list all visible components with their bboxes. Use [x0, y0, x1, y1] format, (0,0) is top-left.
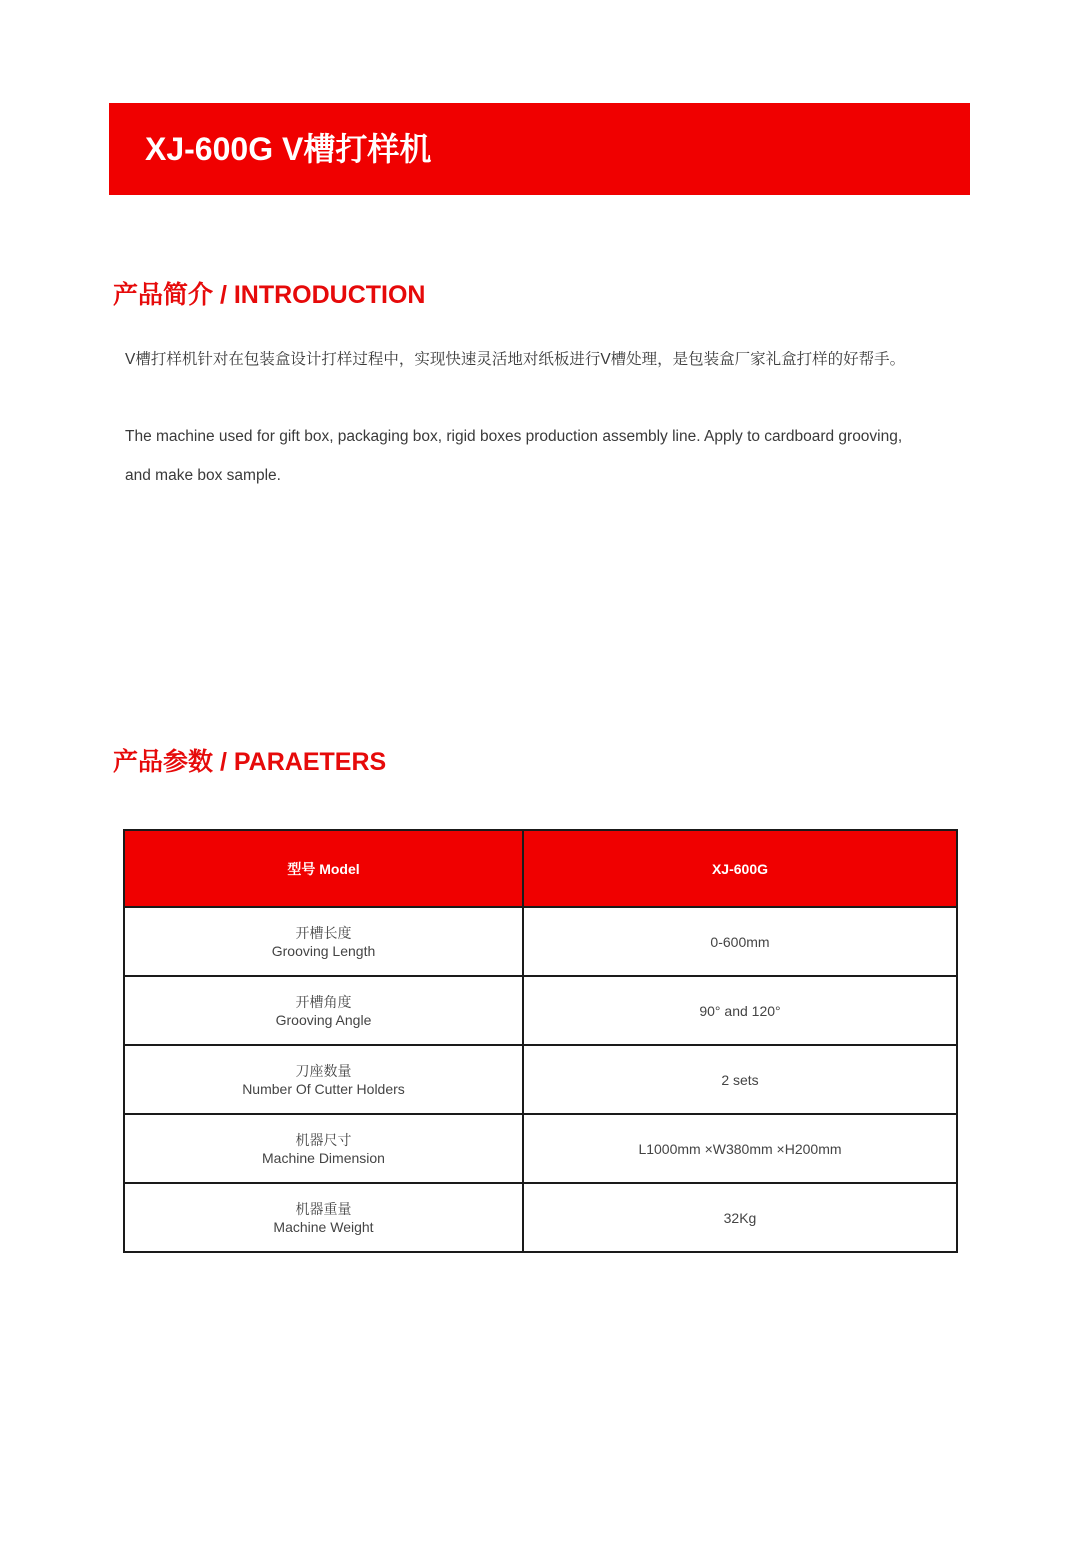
- row-value-cell: 90° and 120°: [523, 976, 957, 1045]
- row-label-cell: [124, 1045, 523, 1114]
- row-label-chinese: 机器重量: [295, 1200, 352, 1217]
- introduction-heading: 产品简介 / INTRODUCTION: [113, 281, 426, 309]
- parameters-heading: 产品参数 / PARAETERS: [113, 748, 387, 776]
- row-label-cell: [124, 976, 523, 1045]
- introduction-text-chinese: V槽打样机针对在包装盒设计打样过程中，实现快速灵活地对纸板进行V槽处理，是包装盒厂家礼盒打样的好帮手。: [125, 351, 906, 368]
- row-value-cell: L1000mm ×W380mm ×H200mm: [523, 1114, 957, 1183]
- table-row: [124, 1114, 957, 1183]
- row-label-cell: [124, 907, 523, 976]
- table-row: [124, 1183, 957, 1252]
- row-label-english: Number Of Cutter Holders: [242, 1080, 405, 1097]
- table-row: [124, 907, 957, 976]
- table-row: [124, 976, 957, 1045]
- page-title: XJ-600G V槽打样机: [145, 131, 432, 167]
- row-label-chinese: 机器尺寸: [295, 1131, 352, 1148]
- header-label-cell: 型号 Model: [124, 830, 523, 907]
- row-value-cell: 2 sets: [523, 1045, 957, 1114]
- parameters-table: [123, 829, 958, 1253]
- table-header-row: [124, 830, 957, 907]
- row-label-english: Machine Weight: [273, 1218, 374, 1235]
- row-value-cell: 32Kg: [523, 1183, 957, 1252]
- introduction-text-english: The machine used for gift box, packaging box, rigid boxes production assembly line. Apply to cardboard grooving, and make box sample.: [125, 428, 903, 484]
- row-label-english: Machine Dimension: [262, 1149, 385, 1166]
- row-label-chinese: 刀座数量: [295, 1062, 352, 1079]
- row-label-chinese: 开槽角度: [295, 993, 352, 1010]
- row-value-cell: 0-600mm: [523, 907, 957, 976]
- row-label-english: Grooving Angle: [275, 1011, 372, 1028]
- row-label-english: Grooving Length: [271, 942, 376, 959]
- row-label-cell: [124, 1114, 523, 1183]
- table-row: [124, 1045, 957, 1114]
- header-value-cell: XJ-600G: [523, 830, 957, 907]
- title-banner: [109, 103, 970, 195]
- row-label-cell: [124, 1183, 523, 1252]
- row-label-chinese: 开槽长度: [295, 924, 352, 941]
